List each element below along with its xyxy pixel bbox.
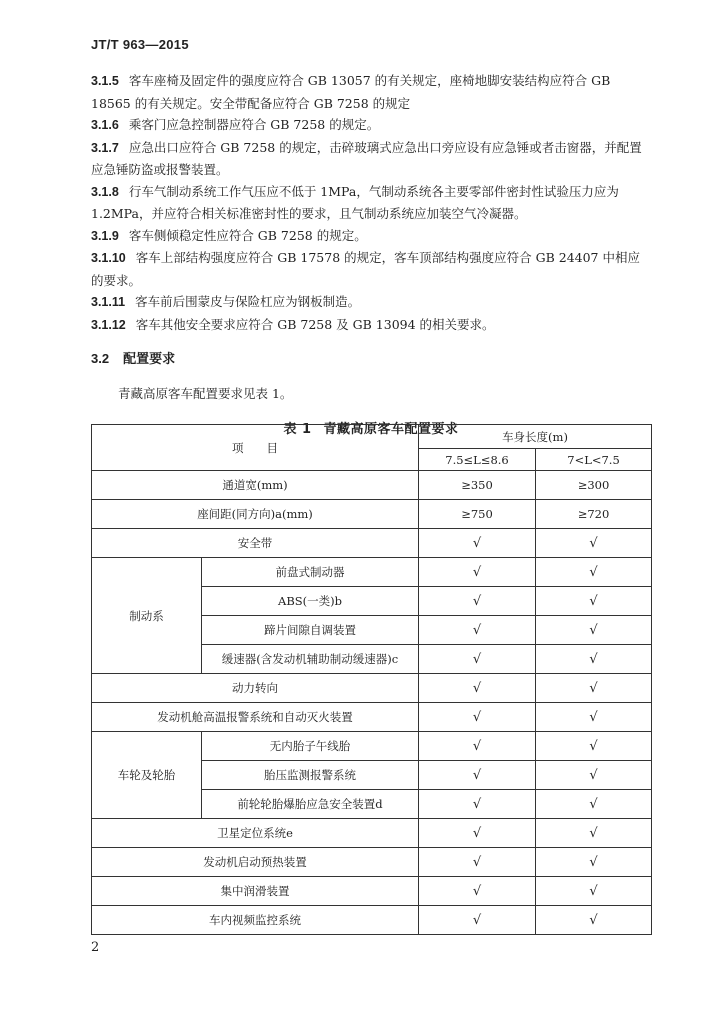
- check-mark: √: [419, 616, 536, 645]
- check-mark: √: [536, 732, 652, 761]
- check-mark: √: [536, 906, 652, 935]
- table-row: [92, 529, 652, 558]
- check-mark: √: [536, 529, 652, 558]
- section-heading: [91, 349, 651, 370]
- clause-3-1-9: [91, 225, 651, 248]
- clause-number: 3.1.8: [91, 184, 119, 199]
- check-mark: √: [419, 703, 536, 732]
- check-mark: √: [419, 877, 536, 906]
- table-header-row: [92, 425, 652, 449]
- check-mark: √: [419, 558, 536, 587]
- row-label: 前盘式制动器: [202, 558, 419, 587]
- intro-paragraph: 青藏高原客车配置要求见表 1。: [118, 386, 293, 401]
- clause-text: 客车其他安全要求应符合 GB 7258 及 GB 13094 的相关要求。: [135, 316, 495, 332]
- clause-text: 客车侧倾稳定性应符合 GB 7258 的规定。: [128, 227, 367, 243]
- table-row: [92, 558, 652, 587]
- clause-number: 3.1.10: [91, 251, 126, 265]
- check-mark: √: [419, 674, 536, 703]
- table-row: [92, 848, 652, 877]
- row-label: 胎压监测报警系统: [202, 761, 419, 790]
- check-mark: √: [419, 645, 536, 674]
- table-row: [92, 674, 652, 703]
- clause-number: 3.1.11: [91, 295, 126, 309]
- configuration-table: [91, 424, 652, 935]
- check-mark: √: [536, 761, 652, 790]
- table-row: [92, 732, 652, 761]
- check-mark: √: [536, 703, 652, 732]
- section-title: 配置要求: [123, 352, 176, 367]
- row-label: 集中润滑装置: [92, 877, 419, 906]
- row-label: 卫星定位系统e: [92, 819, 419, 848]
- row-label: ABS(一类)b: [202, 587, 419, 616]
- row-label: 无内胎子午线胎: [202, 732, 419, 761]
- row-label: 安全带: [92, 529, 419, 558]
- clause-3-1-7: [91, 137, 651, 181]
- clause-text: 乘客门应急控制器应符合 GB 7258 的规定。: [128, 117, 380, 132]
- clause-3-1-12: [91, 314, 651, 337]
- check-mark: √: [536, 790, 652, 819]
- row-label: 前轮轮胎爆胎应急安全装置d: [202, 790, 419, 819]
- cell-value: ≥350: [419, 471, 536, 500]
- check-mark: √: [419, 906, 536, 935]
- clause-text: 应急出口应符合 GB 7258 的规定，击碎玻璃式应急出口旁应设有应急锤或者击窗器，并配置应急锤防盗或报警装置。: [91, 139, 642, 177]
- check-mark: √: [419, 732, 536, 761]
- clause-3-1-6: [91, 114, 651, 137]
- cell-value: ≥300: [536, 471, 652, 500]
- table-row: [92, 877, 652, 906]
- clause-text: 客车上部结构强度应符合 GB 17578 的规定，客车顶部结构强度应符合 GB 24407 中相应的要求。: [91, 250, 640, 288]
- cell-value: ≥750: [419, 500, 536, 529]
- check-mark: √: [536, 819, 652, 848]
- group-label-wheels: 车轮及轮胎: [92, 732, 202, 819]
- row-label: 发动机启动预热装置: [92, 848, 419, 877]
- row-label: 座间距(同方向)a(mm): [92, 500, 419, 529]
- document-code-header: JT/T 963—2015: [91, 37, 189, 52]
- check-mark: √: [536, 674, 652, 703]
- section-number: 3.2: [91, 351, 110, 366]
- header-col-b: 7<L<7.5: [536, 449, 652, 471]
- clause-3-1-5: [91, 70, 651, 114]
- check-mark: √: [536, 877, 652, 906]
- clause-number: 3.1.12: [91, 317, 126, 332]
- check-mark: √: [419, 761, 536, 790]
- check-mark: √: [419, 819, 536, 848]
- check-mark: √: [536, 587, 652, 616]
- table-row: [92, 819, 652, 848]
- check-mark: √: [536, 616, 652, 645]
- check-mark: √: [419, 790, 536, 819]
- row-label: 蹄片间隙自调装置: [202, 616, 419, 645]
- check-mark: √: [536, 645, 652, 674]
- clause-text: 客车前后围蒙皮与保险杠应为钢板制造。: [135, 294, 361, 309]
- clause-number: 3.1.9: [91, 228, 119, 243]
- table-caption-number: 表 1: [283, 422, 312, 437]
- row-label: 车内视频监控系统: [92, 906, 419, 935]
- check-mark: √: [419, 529, 536, 558]
- clause-text: 客车座椅及固定件的强度应符合 GB 13057 的有关规定，座椅地脚安装结构应符合 GB 18565 的有关规定。安全带配备应符合 GB 7258 的规定: [91, 73, 611, 111]
- clause-number: 3.1.7: [91, 140, 119, 155]
- check-mark: √: [419, 848, 536, 877]
- table-caption-title: 青藏高原客车配置要求: [323, 422, 459, 437]
- document-body: [91, 70, 651, 437]
- clause-number: 3.1.5: [91, 74, 119, 88]
- check-mark: √: [536, 848, 652, 877]
- clause-number: 3.1.6: [91, 118, 119, 132]
- page-number: 2: [91, 940, 100, 955]
- table-row: [92, 703, 652, 732]
- clause-3-1-8: [91, 181, 651, 225]
- clause-3-1-11: [91, 291, 651, 314]
- group-label-brake: 制动系: [92, 558, 202, 674]
- clause-text: 行车气制动系统工作气压应不低于 1MPa，气制动系统各主要零部件密封性试验压力应为 1.2MPa，并应符合相关标准密封性的要求，且气制动系统应加装空气冷凝器。: [91, 183, 619, 221]
- table-row: [92, 906, 652, 935]
- table-row: [92, 471, 652, 500]
- header-col-a: 7.5≤L≤8.6: [419, 449, 536, 471]
- header-body-length: 车身长度(m): [419, 425, 652, 449]
- row-label: 发动机舱高温报警系统和自动灭火装置: [92, 703, 419, 732]
- row-label: 缓速器(含发动机辅助制动缓速器)c: [202, 645, 419, 674]
- check-mark: √: [536, 558, 652, 587]
- table-row: [92, 500, 652, 529]
- clause-3-1-10: [91, 247, 651, 291]
- header-item: 项 目: [92, 425, 419, 471]
- row-label: 通道宽(mm): [92, 471, 419, 500]
- cell-value: ≥720: [536, 500, 652, 529]
- check-mark: √: [419, 587, 536, 616]
- row-label: 动力转向: [92, 674, 419, 703]
